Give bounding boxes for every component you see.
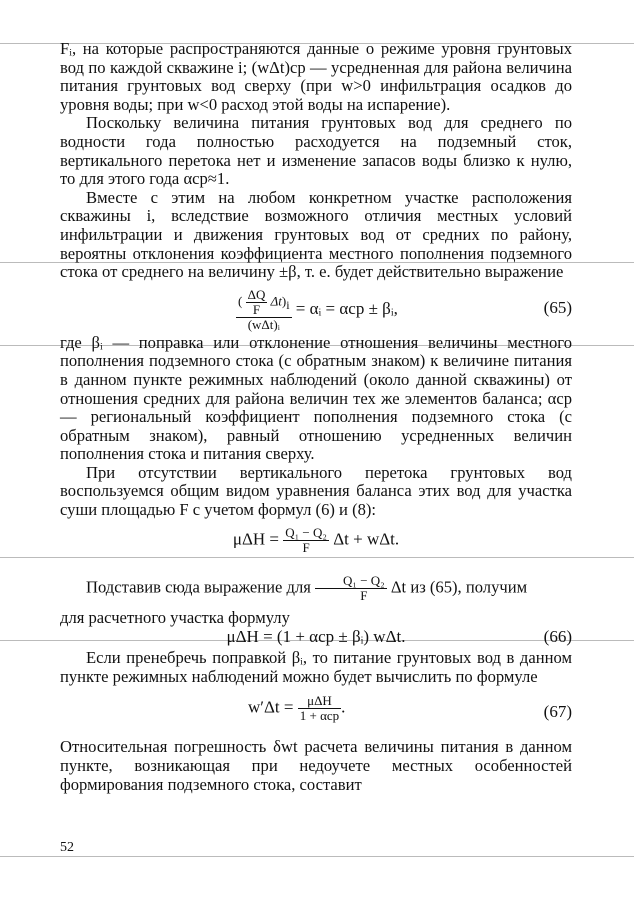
paragraph: Если пренебречь поправкой βᵢ, то питание грунтовых вод в данном пункте режимных наблюдений можно будет вычислить по формуле [60,648,572,686]
eq-num: Q₁ − Q₂ [315,574,387,589]
eq-body: μΔH = (1 + αср ± βᵢ) wΔt. [226,627,406,647]
equation-65: ( $\frac{\Delta Q}{F}$ $\Delta t)_i$ (wΔt)ᵢ = αᵢ = αср ± βᵢ, (65) [238,286,572,332]
paragraph: для расчетного участка формулу [60,607,290,627]
equation-67: w′Δt = $\frac{\text{μΔH}}{\text{1 + αср}}$ . (67) [248,693,572,724]
paragraph [60,574,572,603]
paragraph: Вместе с этим на любом конкретном участке расположения скважины i, вследствие возможного отличия местных условий инфильтрации и движения грунтовых вод от средних по району, вероятны отклонения коэффициента местного пополнения подземного стока от среднего на величину ±β, т. е. будет действительно выражение [60,187,572,282]
eq-den: F [252,301,261,317]
page-body [60,40,572,794]
eq-num: Q₁ − Q₂ [285,524,327,540]
scan-line [0,856,634,857]
eq-term: Δt [270,293,282,309]
paragraph: где βᵢ — поправка или отклонение отношения величины местного пополнения подземного стока (с обратным знаком) к величине питания в данном пункте режимных наблюдений (около данной скважины) от отношения средних для района величин тех же элементов баланса; αср — региональный коэффициент пополнения подземного стока (с обратным знаком), равный отношению усредненных величин пополнения стока и питания сверху. [60,332,572,464]
eq-num: μΔH [298,694,341,709]
eq-den: F [302,539,310,555]
paragraph: Fᵢ, на которые распространяются данные о режиме уровня грунтовых вод по каждой скважине i; (wΔt)ср — усредненная для района величина питания грунтовых вод сверху (при w>0 инфильтрация осадков до уровня воды; при w<0 расход этой воды на испарение). [60,39,572,114]
eq-den: (wΔt)ᵢ [247,316,280,332]
text: Δt из (65), получим [390,576,528,596]
eq-den: 1 + αср [299,708,340,724]
eq-den: F [360,587,368,603]
eq-rhs: = αᵢ = αср ± βᵢ, [295,298,398,318]
equation-66 [60,627,572,649]
paragraph: Поскольку величина питания грунтовых вод для среднего по водности года полностью расходуется на подземный сток, вертикального перетока нет и изменение запасов воды близко к нулю, то для этого года αср≈1. [60,113,572,189]
paragraph: При отсутствии вертикального перетока грунтовых вод воспользуемся общим видом уравнения баланса этих вод для участка суши площадью F с учетом формул (6) и (8): [60,462,572,520]
equation-number: (67) [543,702,572,722]
text: Подставив сюда выражение для [86,576,311,596]
paragraph: Относительная погрешность δwt расчета величины питания в данном пункте, возникающая при недоучете местных особенностей формирования подземного стока, составит [60,737,572,794]
eq-lhs: μΔH = [232,529,280,549]
equation-number: (65) [543,297,572,317]
eq-rhs: Δt + wΔt. [333,529,400,549]
eq-lhs: w′Δt = [248,697,294,717]
page-number: 52 [60,840,74,855]
equation-number: (66) [543,627,572,647]
balance-equation [60,526,572,560]
eq-num: ΔQ [247,286,266,302]
